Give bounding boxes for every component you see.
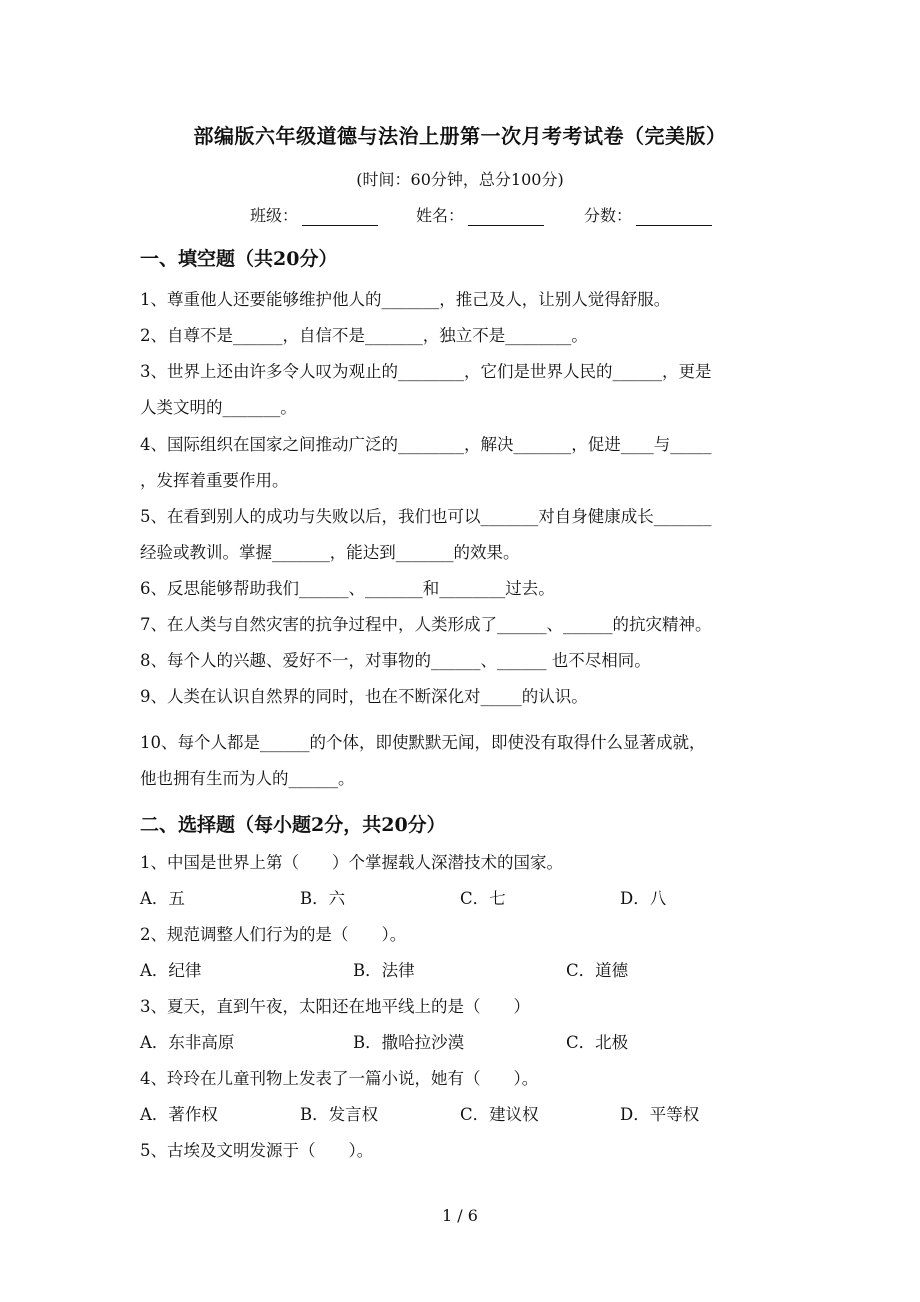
choice-option: C．北极 (566, 1033, 629, 1052)
choice-question: 4、玲玲在儿童刊物上发表了一篇小说，她有（ ）。 (140, 1069, 539, 1088)
question-line: 6、反思能够帮助我们______、_______和________过去。 (140, 579, 555, 598)
choice-option: A．著作权 (140, 1105, 218, 1124)
choice-question: 5、古埃及文明发源于（ ）。 (140, 1141, 374, 1160)
question-line: 经验或教训。掌握_______，能达到_______的效果。 (140, 543, 520, 562)
question-line: 他也拥有生而为人的______。 (140, 769, 355, 788)
question-line: 4、国际组织在国家之间推动广泛的________，解决_______，促进____与_____ (140, 435, 712, 454)
question-line: 2、自尊不是______，自信不是_______，独立不是________。 (140, 326, 588, 345)
choice-question: 1、中国是世界上第（ ）个掌握载人深潜技术的国家。 (140, 853, 563, 872)
choice-option: A．五 (140, 889, 185, 908)
question-line: 3、世界上还由许多令人叹为观止的________，它们是世界人民的______，更是 (140, 362, 712, 381)
section-heading-fill-in: 一、填空题（共20分） (140, 248, 338, 270)
question-line: 7、在人类与自然灾害的抗争过程中，人类形成了______、______的抗灾精神。 (140, 615, 712, 634)
choice-option: B．六 (300, 889, 346, 908)
class-label: 班级： (250, 206, 299, 225)
choice-option: C．道德 (566, 961, 629, 980)
name-blank (468, 209, 544, 226)
score-blank (636, 209, 712, 226)
choice-option: B．法律 (353, 961, 415, 980)
score-field (584, 203, 712, 226)
choice-option: D．八 (620, 889, 667, 908)
choice-question: 3、夏天，直到午夜，太阳还在地平线上的是（ ） (140, 997, 530, 1016)
choice-option: B．发言权 (300, 1105, 379, 1124)
question-line: ，发挥着重要作用。 (140, 471, 289, 490)
choice-option: D．平等权 (620, 1105, 700, 1124)
page-number: 1 / 6 (442, 1206, 478, 1225)
choice-option: C．建议权 (460, 1105, 539, 1124)
choice-option: B．撒哈拉沙漠 (353, 1033, 465, 1052)
name-label: 姓名： (416, 206, 465, 225)
question-line: 5、在看到别人的成功与失败以后，我们也可以_______对自身健康成长_______ (140, 507, 712, 526)
section-heading-multiple-choice: 二、选择题（每小题2分，共20分） (140, 814, 446, 836)
page-title: 部编版六年级道德与法治上册第一次月考考试卷（完美版） (193, 124, 727, 148)
name-field (416, 203, 544, 226)
question-line: 1、尊重他人还要能够维护他人的_______，推己及人，让别人觉得舒服。 (140, 290, 671, 309)
question-line: 人类文明的_______。 (140, 398, 297, 417)
choice-option: C．七 (460, 889, 506, 908)
choice-option: A．纪律 (140, 961, 202, 980)
class-field (250, 203, 378, 226)
choice-question: 2、规范调整人们行为的是（ ）。 (140, 925, 407, 944)
question-line: 10、每个人都是______的个体，即使默默无闻，即使没有取得什么显著成就， (140, 733, 706, 752)
exam-duration-info: (时间：60分钟，总分100分) (356, 170, 564, 189)
choice-option: A．东非高原 (140, 1033, 235, 1052)
class-blank (302, 209, 378, 226)
score-label: 分数： (584, 206, 633, 225)
question-line: 9、人类在认识自然界的同时，也在不断深化对_____的认识。 (140, 687, 588, 706)
question-line: 8、每个人的兴趣、爱好不一，对事物的______、______ 也不尽相同。 (140, 651, 651, 670)
